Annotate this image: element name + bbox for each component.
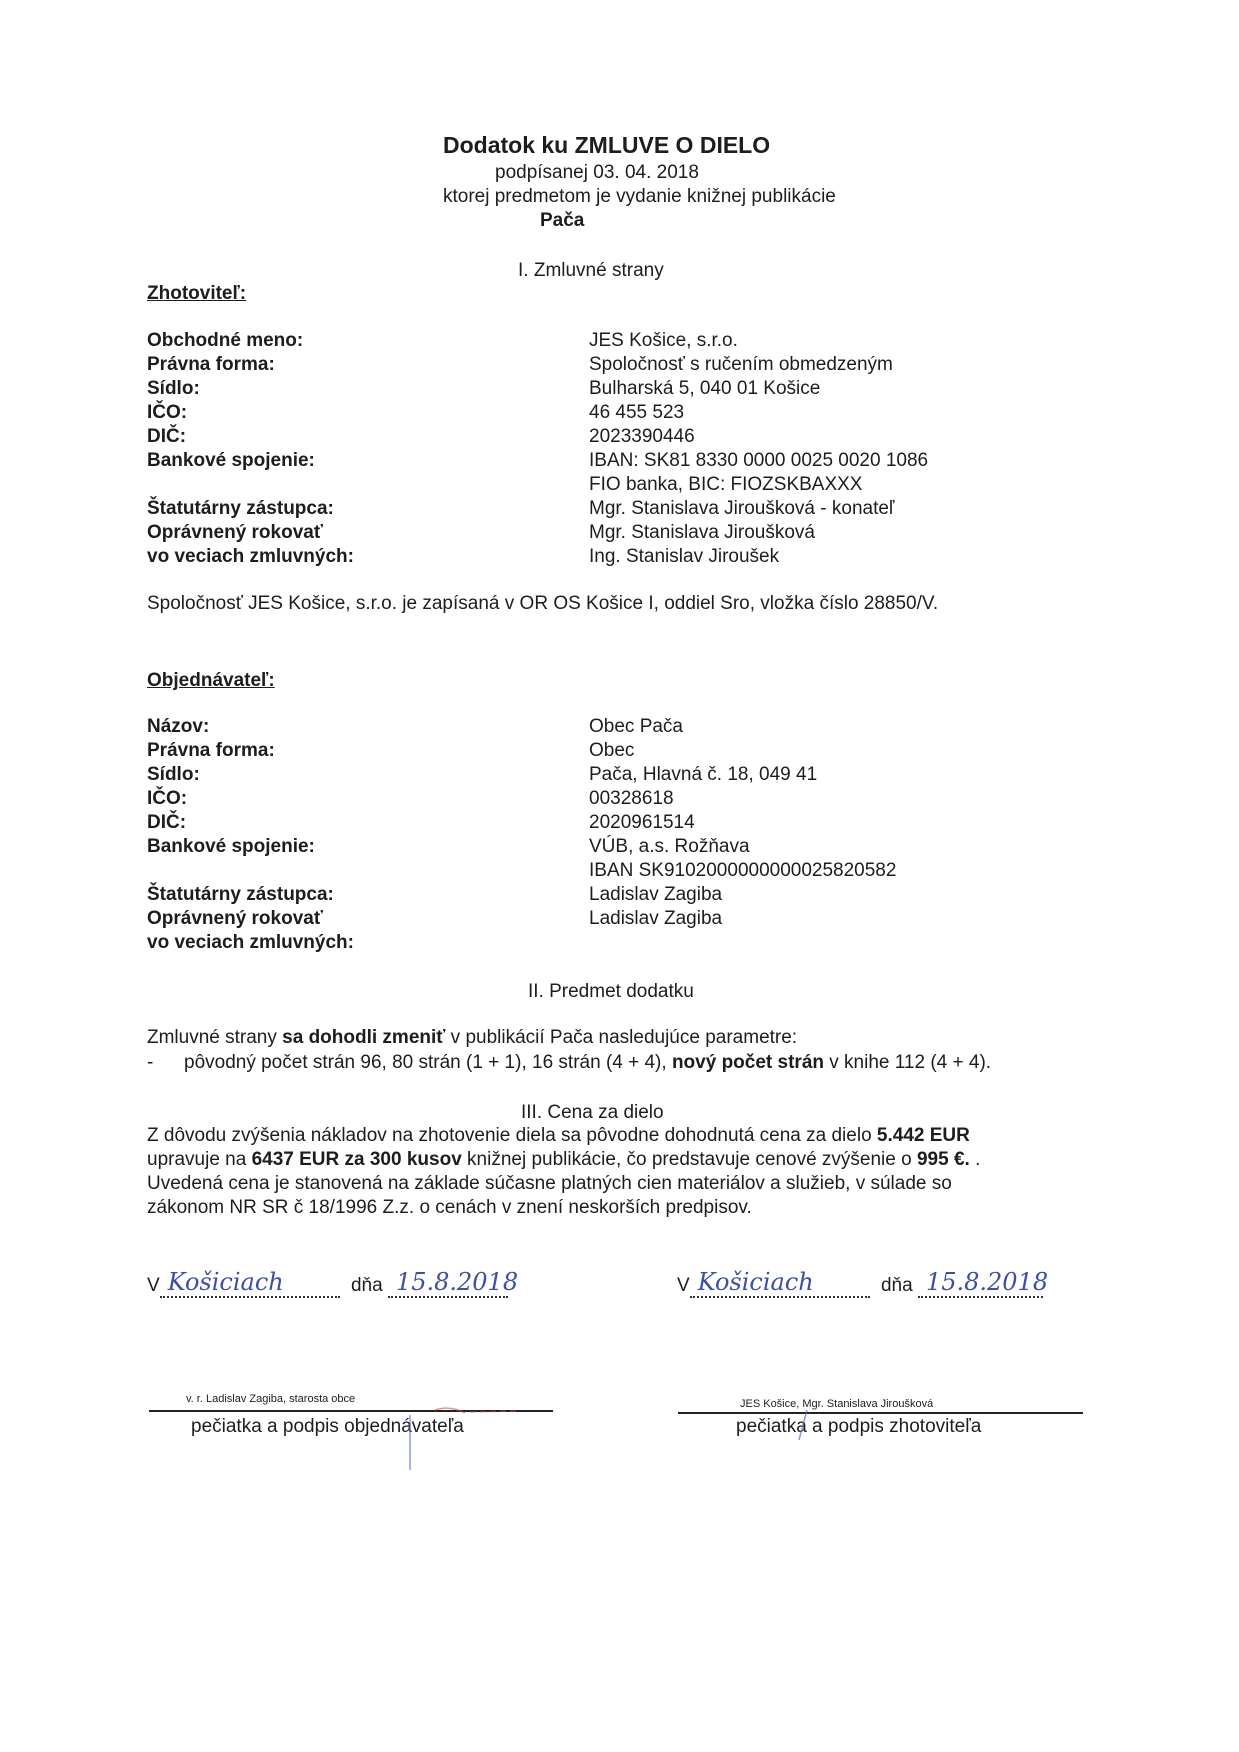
field-label: DIČ: — [147, 812, 187, 833]
field-label — [147, 473, 589, 497]
field-label: Sídlo: — [147, 378, 200, 399]
field-label — [147, 859, 589, 883]
right-place-date: V Košiciach dňa 15.8.2018 — [677, 1268, 1049, 1296]
left-place-date: V Košiciach dňa 15.8.2018 — [147, 1268, 519, 1296]
field-label: Názov: — [147, 716, 210, 737]
section-3-heading: III. Cena za dielo — [521, 1102, 664, 1123]
right-date-field — [918, 1268, 1049, 1298]
field-value: VÚB, a.s. Rožňava — [589, 836, 750, 857]
field-label: Sídlo: — [147, 764, 200, 785]
signed-date: podpísanej 03. 04. 2018 — [495, 162, 699, 183]
section-2-bullet: - — [147, 1052, 154, 1073]
client-heading: Objednávateľ: — [147, 670, 275, 691]
field-value: Pača, Hlavná č. 18, 049 41 — [589, 764, 818, 785]
field-value: Obec Pača — [589, 716, 683, 737]
field-label: IČO: — [147, 788, 188, 809]
section-2-intro: Zmluvné strany sa dohodli zmeniť v publikácií Pača nasledujúce parametre: — [147, 1027, 798, 1048]
field-label: DIČ: — [147, 426, 187, 447]
field-value: 00328618 — [589, 788, 674, 809]
registration-note: Spoločnosť JES Košice, s.r.o. je zapísaná v OR OS Košice I, oddiel Sro, vložka číslo 28850/V. — [147, 593, 939, 614]
field-value: IBAN: SK81 8330 0000 0025 0020 1086 — [589, 450, 929, 471]
price-line-1: Z dôvodu zvýšenia nákladov na zhotovenie diela sa pôvodne dohodnutá cena za dielo 5.442 EUR — [147, 1125, 970, 1146]
field-value: Ladislav Zagiba — [589, 884, 723, 905]
field-value: Obec — [589, 740, 635, 761]
field-label: Právna forma: — [147, 354, 275, 375]
publication-name: Pača — [540, 210, 585, 231]
section-2-item: pôvodný počet strán 96, 80 strán (1 + 1), 16 strán (4 + 4), nový počet strán v knihe 112 (4 + 4). — [184, 1052, 992, 1073]
left-date-handwritten: 15.8.2018 — [395, 1268, 519, 1296]
section-1-heading: I. Zmluvné strany — [518, 260, 664, 281]
price-line-2: upravuje na 6437 EUR za 300 kusov knižnej publikácie, čo predstavuje cenové zvýšenie o 995 €. . — [147, 1149, 981, 1170]
field-label: Bankové spojenie: — [147, 836, 315, 857]
field-label: IČO: — [147, 402, 188, 423]
field-label: Bankové spojenie: — [147, 450, 315, 471]
subject-line: ktorej predmetom je vydanie knižnej publikácie — [443, 186, 836, 207]
price-line-3: Uvedená cena je stanovená na základe súčasne platných cien materiálov a služieb, v súlade so — [147, 1173, 952, 1194]
field-label: Oprávnený rokovať — [147, 522, 323, 543]
field-value — [589, 931, 896, 955]
price-line-4: zákonom NR SR č 18/1996 Z.z. o cenách v znení neskorších predpisov. — [147, 1197, 752, 1218]
field-value: Spoločnosť s ručením obmedzeným — [589, 354, 893, 375]
field-value: Ladislav Zagiba — [589, 908, 723, 929]
field-label: Právna forma: — [147, 740, 275, 761]
right-place-handwritten: Košiciach — [697, 1268, 814, 1296]
right-place-field — [690, 1268, 870, 1298]
right-date-handwritten: 15.8.2018 — [925, 1268, 1049, 1296]
field-value: Mgr. Stanislava Jiroušková - konateľ — [589, 498, 895, 519]
field-label: vo veciach zmluvných: — [147, 546, 354, 567]
field-value: Ing. Stanislav Jiroušek — [589, 546, 780, 567]
left-place-field — [160, 1268, 340, 1298]
contractor-heading: Zhotoviteľ: — [147, 283, 247, 304]
field-label: Obchodné meno: — [147, 330, 304, 351]
client-details — [147, 715, 896, 955]
field-value: 2023390446 — [589, 426, 695, 447]
left-place-handwritten: Košiciach — [167, 1268, 284, 1296]
document-title: Dodatok ku ZMLUVE O DIELO — [443, 132, 771, 158]
stamp-mark — [785, 1405, 825, 1445]
field-value: Mgr. Stanislava Jiroušková — [589, 522, 815, 543]
field-label: vo veciach zmluvných: — [147, 932, 354, 953]
right-signature-caption: pečiatka a podpis zhotoviteľa — [736, 1416, 982, 1437]
stamp-mark — [340, 1395, 560, 1475]
left-signer-name: v. r. Ladislav Zagiba, starosta obce — [186, 1393, 356, 1405]
field-value: 2020961514 — [589, 812, 695, 833]
field-value: IBAN SK9102000000000025820582 — [589, 860, 897, 881]
right-signer-name: JES Košice, Mgr. Stanislava Jiroušková — [740, 1398, 934, 1410]
field-label: Oprávnený rokovať — [147, 908, 323, 929]
left-signature-caption: pečiatka a podpis objednávateľa — [191, 1416, 464, 1437]
field-label: Štatutárny zástupca: — [147, 498, 334, 519]
section-2-heading: II. Predmet dodatku — [528, 981, 694, 1002]
field-value: 46 455 523 — [589, 402, 685, 423]
field-value: JES Košice, s.r.o. — [589, 330, 738, 351]
left-date-field — [388, 1268, 519, 1298]
right-signature-line — [678, 1412, 1083, 1414]
field-value: Bulharská 5, 040 01 Košice — [589, 378, 821, 399]
field-label: Štatutárny zástupca: — [147, 884, 334, 905]
field-value: FIO banka, BIC: FIOZSKBAXXX — [589, 474, 863, 495]
contractor-details — [147, 329, 928, 569]
